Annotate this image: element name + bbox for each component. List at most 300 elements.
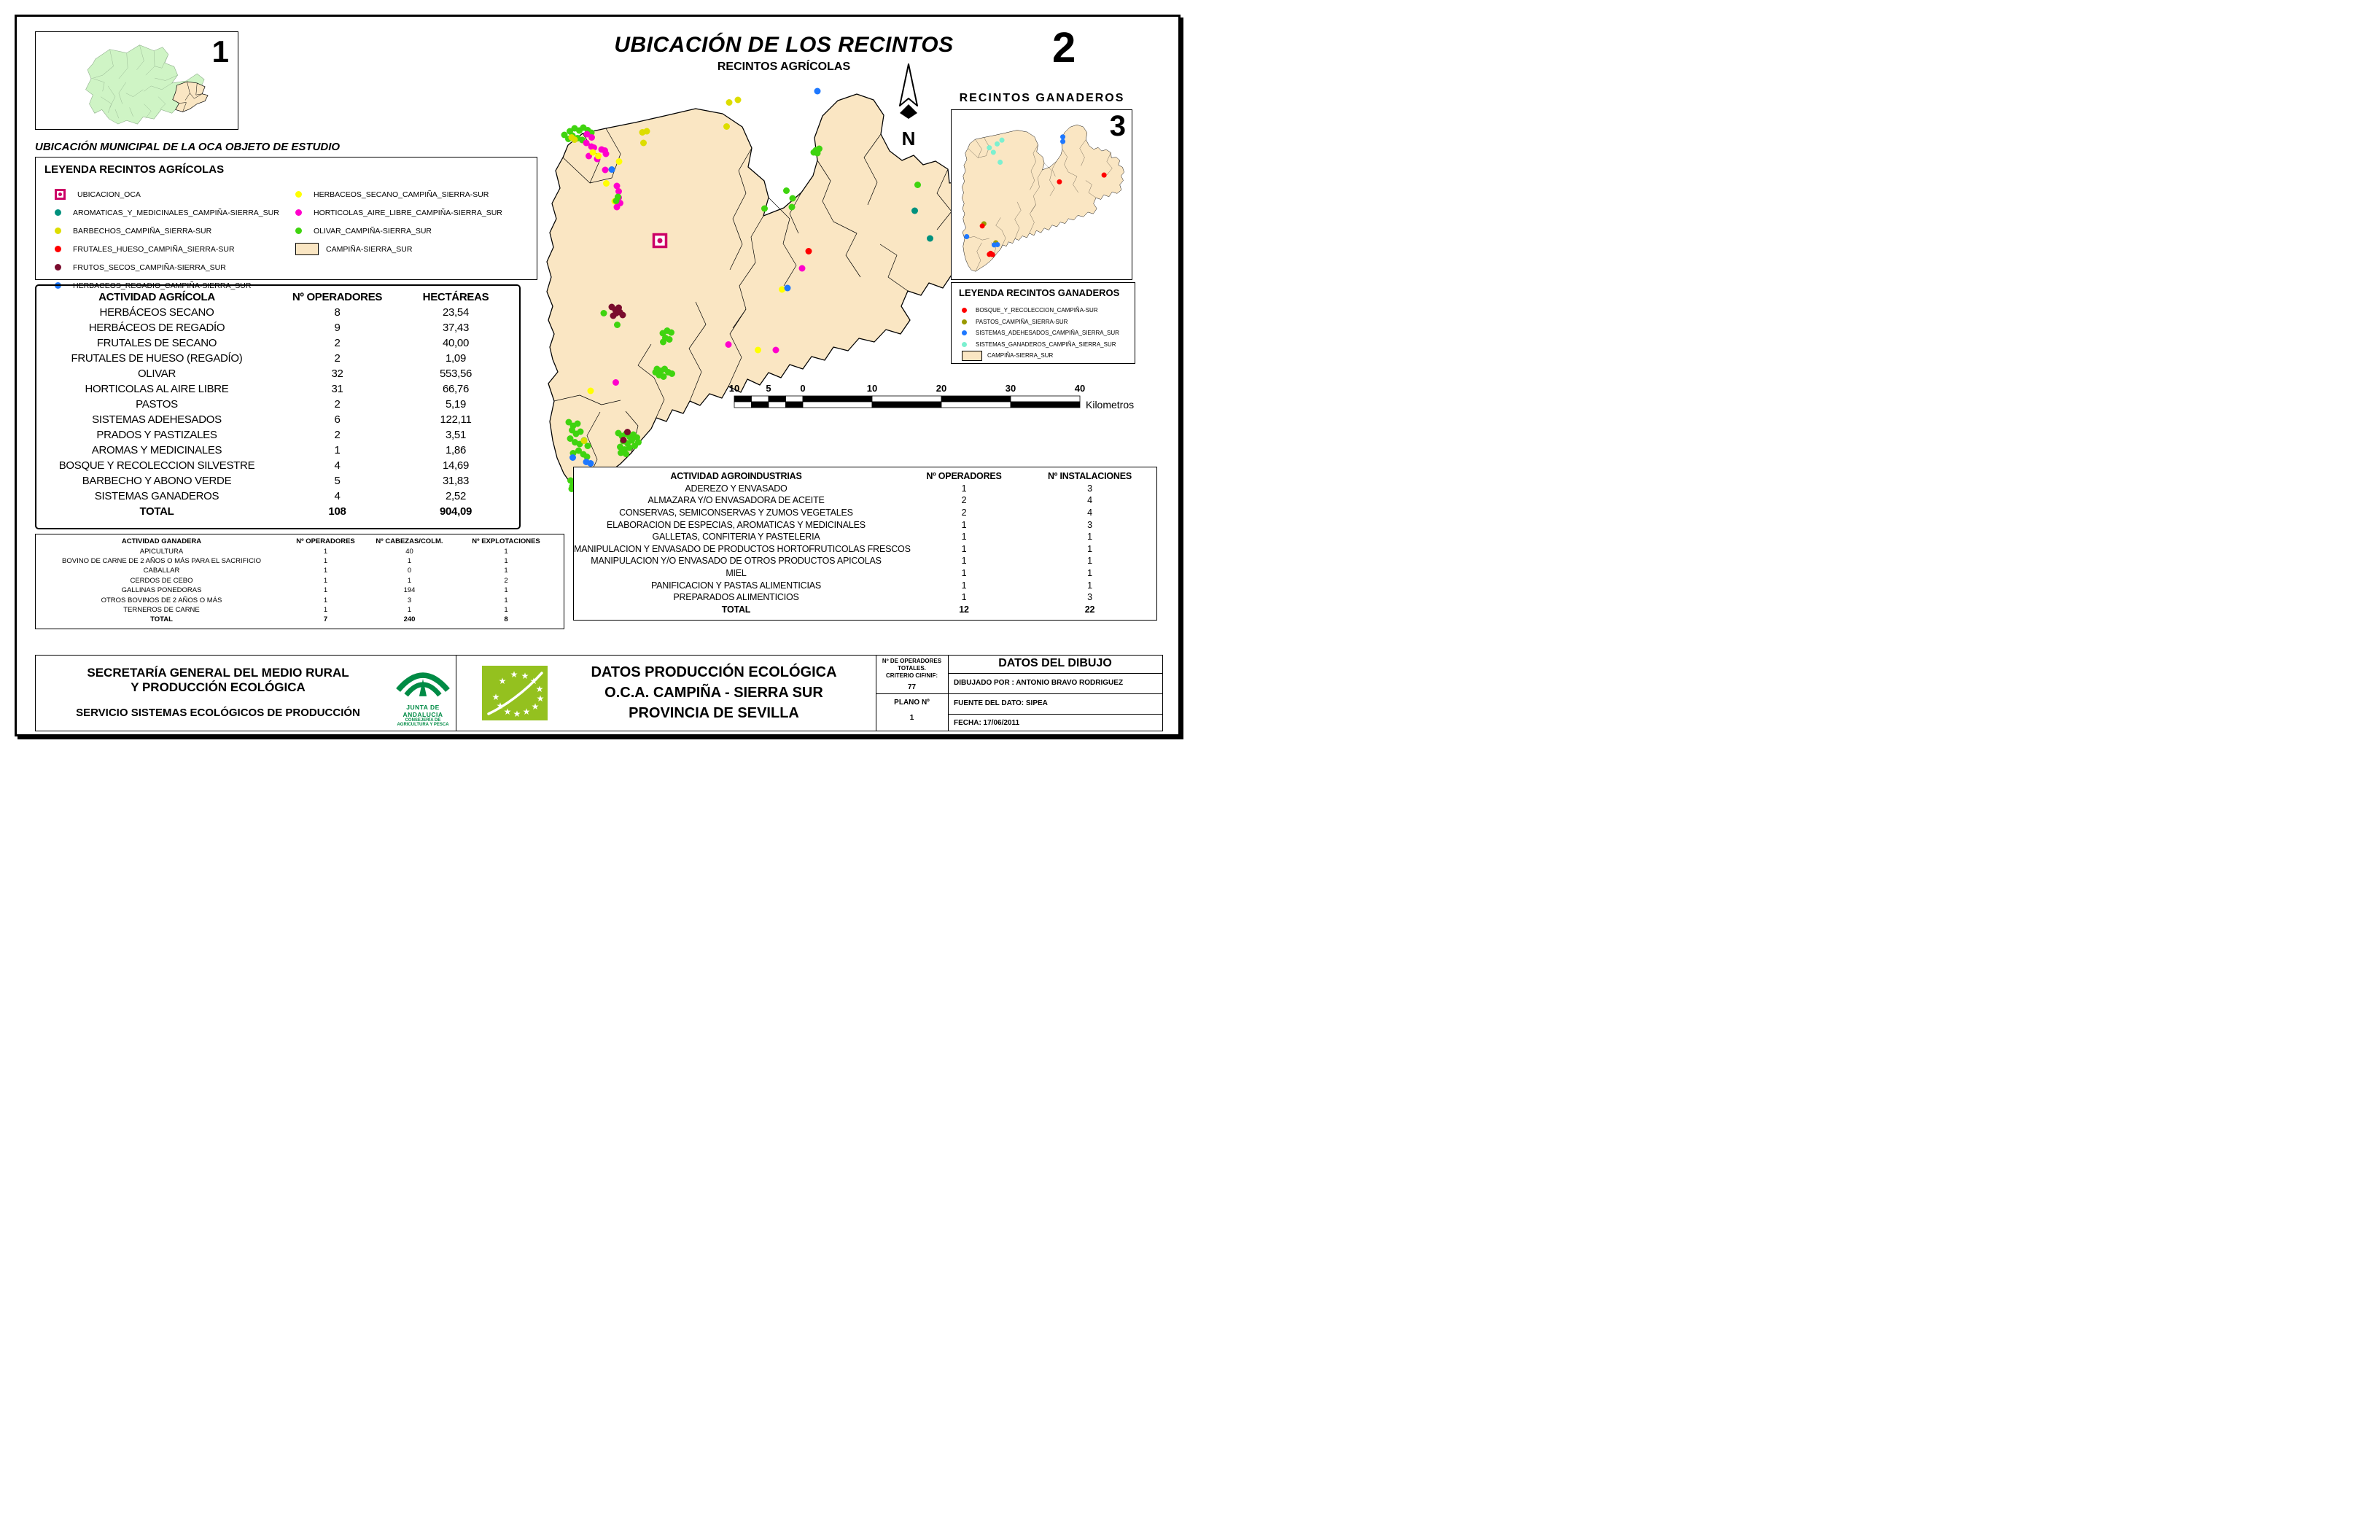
legend-item — [295, 240, 536, 258]
map-point — [761, 206, 768, 212]
map-point — [595, 153, 602, 160]
map-point — [790, 195, 796, 202]
table-cell: 5 — [334, 475, 341, 487]
table-cell: SISTEMAS ADEHESADOS — [92, 413, 222, 426]
map-point — [1057, 179, 1062, 184]
table-cell: 1 — [323, 596, 328, 604]
legend-item-label: BARBECHOS_CAMPIÑA_SIERRA-SUR — [73, 226, 212, 236]
table-cell: 240 — [403, 615, 416, 624]
junta-andalucia-logo — [392, 659, 454, 727]
table-row — [574, 543, 1156, 556]
table-row — [36, 335, 519, 351]
table-cell: Nº INSTALACIONES — [1047, 471, 1132, 482]
table-cell: 32 — [331, 368, 343, 380]
map-point — [616, 158, 623, 165]
legend-item-label: FRUTALES_HUESO_CAMPIÑA_SIERRA-SUR — [73, 244, 235, 254]
org-name-line2: Y PRODUCCIÓN ECOLÓGICA — [131, 680, 306, 694]
table-cell: 1 — [961, 556, 967, 567]
footer-title-line2: O.C.A. CAMPIÑA - SIERRA SUR — [604, 685, 823, 701]
table-cell: 1 — [961, 519, 967, 530]
legend-dot-icon — [55, 264, 61, 271]
drawing-date: FECHA: 17/06/2011 — [954, 719, 1020, 727]
legend-item — [962, 316, 1129, 328]
table-cell: 1 — [323, 567, 328, 575]
table-cell: 1 — [504, 596, 508, 604]
map-point — [773, 347, 779, 354]
table-cell: 1,09 — [446, 352, 466, 365]
footer-cartouche — [35, 655, 1163, 731]
svg-text:40: 40 — [1074, 383, 1086, 394]
legend-item-label: UBICACION_OCA — [77, 190, 141, 199]
table-cell: TERNEROS DE CARNE — [123, 605, 200, 614]
plate-number-2: 2 — [1052, 24, 1076, 71]
table-cell: Nº OPERADORES — [292, 291, 383, 303]
table-row — [574, 483, 1156, 495]
table-row — [574, 567, 1156, 580]
table-cell: FRUTALES DE HUESO (REGADÍO) — [71, 352, 243, 365]
table-cell: MIEL — [726, 568, 747, 579]
table-actividad-ganadera — [35, 534, 564, 629]
table-row — [36, 556, 564, 566]
table-cell: Nº OPERADORES — [926, 471, 1002, 482]
table-cell: 1 — [407, 605, 412, 614]
table-cell: 1,86 — [446, 444, 466, 456]
legend-item — [962, 339, 1129, 351]
legend-item-label: AROMATICAS_Y_MEDICINALES_CAMPIÑA-SIERRA_SUR — [73, 208, 279, 217]
svg-text:★: ★ — [503, 707, 512, 717]
table-row — [36, 366, 519, 381]
drawing-box-title: DATOS DEL DIBUJO — [998, 657, 1112, 669]
table-cell: 1 — [961, 592, 967, 603]
table-cell: 1 — [1087, 543, 1092, 554]
svg-text:10: 10 — [728, 383, 740, 394]
legend-item — [55, 185, 295, 203]
table-cell: 2 — [504, 576, 508, 585]
table-cell: TOTAL — [150, 615, 173, 624]
table-cell: 3 — [1087, 592, 1092, 603]
legend-item — [962, 350, 1129, 362]
junta-logo-text1: JUNTA DE ANDALUCIA — [402, 704, 443, 718]
oca-marker-icon — [55, 189, 66, 200]
junta-logo-text2: CONSEJERÍA DE AGRICULTURA Y PESCA — [397, 718, 449, 727]
table-row — [36, 305, 519, 320]
table-row — [36, 397, 519, 412]
svg-text:20: 20 — [936, 383, 947, 394]
table-cell: GALLETAS, CONFITERIA Y PASTELERIA — [652, 532, 820, 542]
svg-text:★: ★ — [496, 701, 505, 711]
legend-area-swatch — [295, 243, 319, 255]
legend-dot-icon — [295, 191, 302, 198]
table-cell: 22 — [1084, 604, 1095, 615]
map-point — [569, 454, 576, 461]
table-cell: APICULTURA — [139, 547, 184, 556]
legend-item-label: HERBACEOS_SECANO_CAMPIÑA_SIERRA-SUR — [314, 190, 489, 199]
map-point — [995, 141, 1000, 147]
table-cell: BARBECHO Y ABONO VERDE — [82, 475, 232, 487]
scale-bar — [728, 381, 1151, 415]
legend-dot-icon — [295, 228, 302, 234]
table-cell: TOTAL — [721, 604, 751, 615]
legend-item-label: HORTICOLAS_AIRE_LIBRE_CAMPIÑA-SIERRA_SUR — [314, 208, 502, 217]
table-cell: 2 — [334, 352, 341, 365]
map-point — [613, 198, 620, 204]
table-cell: 40 — [405, 547, 413, 556]
map-point — [799, 265, 806, 272]
map-point — [785, 285, 791, 292]
table-cell: HERBÁCEOS DE REGADÍO — [88, 322, 225, 334]
table-cell: PRADOS Y PASTIZALES — [96, 429, 217, 441]
table-cell: ACTIVIDAD AGROINDUSTRIAS — [670, 471, 802, 482]
table-row — [574, 579, 1156, 591]
map-point — [927, 236, 933, 242]
table-cell: 1 — [961, 568, 967, 579]
table-cell: 1 — [1087, 580, 1092, 591]
table-cell: 4 — [1087, 495, 1092, 506]
legend-dot-icon — [962, 342, 967, 347]
legend-item — [962, 305, 1129, 316]
legend-item — [55, 258, 295, 276]
table-row — [574, 507, 1156, 519]
svg-text:★: ★ — [510, 669, 518, 680]
map-point — [588, 134, 595, 141]
legend-item — [55, 203, 295, 222]
table-cell: 3,51 — [446, 429, 466, 441]
svg-text:★: ★ — [522, 707, 531, 717]
table-cell: 1 — [504, 586, 508, 595]
map-point — [561, 132, 568, 139]
legend-item-label: SISTEMAS_GANADEROS_CAMPIÑA_SIERRA_SUR — [976, 341, 1116, 348]
map-recintos-ganaderos — [955, 117, 1124, 273]
map-point — [609, 166, 615, 173]
inset-caption: UBICACIÓN MUNICIPAL DE LA OCA OBJETO DE ESTUDIO — [35, 141, 341, 153]
map-point — [1102, 173, 1107, 178]
plano-value: 1 — [909, 714, 914, 722]
map-point — [789, 204, 796, 211]
org-name-line1: SECRETARÍA GENERAL DEL MEDIO RURAL — [87, 666, 349, 680]
legend-area-swatch — [962, 351, 982, 361]
table-cell: CABALLAR — [143, 567, 180, 575]
map-point — [911, 208, 918, 214]
table-cell: ELABORACION DE ESPECIAS, AROMATICAS Y MEDICINALES — [607, 519, 866, 530]
legend-item — [295, 185, 536, 203]
legend-item — [962, 327, 1129, 339]
table-cell: 8 — [334, 306, 341, 319]
table-row — [574, 604, 1156, 616]
table-cell: 2 — [334, 429, 341, 441]
svg-text:★: ★ — [531, 701, 540, 712]
map-point — [601, 310, 607, 316]
oca-location-marker — [654, 235, 666, 247]
table-cell: 122,11 — [440, 413, 472, 426]
map-point — [612, 379, 619, 386]
svg-text:★: ★ — [536, 693, 545, 704]
table-row — [574, 531, 1156, 543]
operators-total-label1: Nº DE OPERADORES TOTALES. — [882, 658, 942, 672]
table-cell: 1 — [504, 605, 508, 614]
map-point — [1000, 138, 1005, 143]
table-cell: 1 — [323, 576, 328, 585]
table-cell: 5,19 — [446, 398, 466, 411]
inset-map-sevilla — [36, 32, 238, 129]
map-point — [988, 251, 993, 256]
table-row — [36, 537, 564, 546]
legend-item-label: FRUTOS_SECOS_CAMPIÑA-SIERRA_SUR — [73, 262, 226, 272]
table-row — [36, 473, 519, 489]
table-cell: 31,83 — [442, 475, 470, 487]
table-cell: PANIFICACION Y PASTAS ALIMENTICIAS — [650, 580, 822, 591]
map-point — [603, 151, 610, 158]
table-cell: 7 — [323, 615, 328, 624]
legend-agricolas-items — [55, 185, 536, 295]
table-cell: OTROS BOVINOS DE 2 AÑOS O MÁS — [101, 596, 222, 604]
legend-item — [295, 222, 536, 240]
svg-text:5: 5 — [766, 383, 771, 394]
map-point — [575, 421, 581, 427]
table-row — [36, 320, 519, 335]
legend-item-label: HERBACEOS_REGADIO_CAMPIÑA-SIERRA_SUR — [73, 281, 252, 290]
table-cell: 904,09 — [439, 505, 472, 518]
legend-ganaderos-title: LEYENDA RECINTOS GANADEROS — [959, 287, 1120, 298]
ganaderos-heading: RECINTOS GANADEROS — [959, 92, 1125, 104]
svg-text:0: 0 — [800, 383, 806, 394]
table-cell: 194 — [403, 586, 416, 595]
svg-text:★: ★ — [491, 692, 500, 702]
table-cell: 2 — [334, 398, 341, 411]
svg-text:★: ★ — [513, 709, 521, 719]
main-title: UBICACIÓN DE LOS RECINTOS — [614, 33, 954, 57]
map-point — [660, 339, 666, 346]
table-cell: CERDOS DE CEBO — [130, 576, 193, 585]
table-cell: 1 — [504, 547, 508, 556]
inset-highlight-oca-zone — [173, 82, 208, 112]
table-cell: BOSQUE Y RECOLECCION SILVESTRE — [58, 459, 255, 472]
table-cell: MANIPULACION Y ENVASADO DE PRODUCTOS HORTOFRUTICOLAS FRESCOS — [574, 543, 911, 554]
footer-title-line1: DATOS PRODUCCIÓN ECOLÓGICA — [591, 664, 837, 680]
map-point — [620, 312, 626, 319]
footer-title-line3: PROVINCIA DE SEVILLA — [629, 705, 799, 721]
map-recintos-agricolas — [529, 73, 984, 492]
table-row — [574, 470, 1156, 483]
table-row — [36, 443, 519, 458]
table-cell: 1 — [504, 567, 508, 575]
legend-item-label: CAMPIÑA-SIERRA_SUR — [987, 352, 1054, 359]
table-cell: 1 — [323, 556, 328, 565]
table-cell: Nº EXPLOTACIONES — [472, 537, 540, 546]
table-cell: Nº OPERADORES — [296, 537, 355, 546]
table-cell: 31 — [331, 383, 343, 395]
plate-number-3: 3 — [1109, 110, 1126, 142]
operators-total-label2: CRITERIO CIF/NIF: — [885, 672, 938, 679]
table-cell: FRUTALES DE SECANO — [96, 337, 217, 349]
table-row — [36, 595, 564, 604]
map-poster-page — [0, 0, 1190, 770]
table-cell: 23,54 — [442, 306, 470, 319]
map-point — [602, 167, 609, 174]
table-cell: 2,52 — [446, 490, 466, 502]
map-point — [572, 136, 578, 143]
map-point — [635, 439, 642, 446]
map-point — [991, 149, 996, 155]
table-cell: HECTÁREAS — [422, 291, 489, 303]
table-cell: 6 — [334, 413, 341, 426]
table-cell: 14,69 — [442, 459, 470, 472]
table-cell: 1 — [323, 547, 328, 556]
map-point — [995, 242, 1000, 247]
map-point — [640, 140, 647, 147]
table-cell: 1 — [1087, 556, 1092, 567]
svg-text:★: ★ — [529, 676, 538, 686]
legend-dot-icon — [55, 228, 61, 234]
map-point — [578, 429, 584, 435]
table-cell: 9 — [334, 322, 341, 334]
table-cell: 0 — [407, 567, 412, 575]
map-point — [614, 322, 621, 328]
legend-item-label: SISTEMAS_ADEHESADOS_CAMPIÑA_SIERRA_SUR — [976, 330, 1119, 337]
legend-item-label: OLIVAR_CAMPIÑA-SIERRA_SUR — [314, 226, 432, 236]
table-cell: 8 — [504, 615, 508, 624]
legend-item-label: CAMPIÑA-SIERRA_SUR — [326, 244, 413, 254]
table-cell: ALMAZARA Y/O ENVASADORA DE ACEITE — [648, 495, 825, 506]
operators-total-value: 77 — [907, 683, 917, 691]
legend-item — [295, 203, 536, 222]
data-source: FUENTE DEL DATO: SIPEA — [954, 699, 1048, 707]
table-cell: 3 — [407, 596, 412, 604]
legend-item — [55, 222, 295, 240]
map-point — [644, 128, 650, 135]
map-point — [581, 438, 588, 444]
map-point — [814, 150, 821, 157]
map-point — [668, 330, 674, 336]
table-cell: 2 — [961, 495, 967, 506]
table-cell: 1 — [407, 556, 412, 565]
map-point — [610, 313, 617, 319]
table-row — [36, 489, 519, 504]
table-row — [574, 555, 1156, 567]
plano-label: PLANO Nº — [894, 699, 930, 707]
table-cell: 4 — [334, 490, 341, 502]
legend-item — [55, 240, 295, 258]
map-point — [623, 451, 629, 457]
table-cell: OLIVAR — [137, 368, 176, 380]
ddt-line-3 — [948, 714, 1162, 715]
table-cell: PREPARADOS ALIMENTICIOS — [673, 592, 799, 603]
main-subtitle: RECINTOS AGRÍCOLAS — [717, 61, 851, 73]
table-cell: 1 — [323, 586, 328, 595]
table-cell: Nº CABEZAS/COLM. — [376, 537, 443, 546]
map-point — [806, 248, 812, 254]
table-cell: CONSERVAS, SEMICONSERVAS Y ZUMOS VEGETALES — [619, 508, 853, 518]
legend-agricolas-box — [35, 157, 537, 290]
table-row — [36, 427, 519, 443]
table-actividad-agroindustrias — [573, 467, 1157, 621]
table-cell: HERBÁCEOS SECANO — [99, 306, 214, 319]
table-cell: 1 — [323, 605, 328, 614]
north-label: N — [901, 128, 916, 149]
table-cell: 1 — [961, 580, 967, 591]
map-point — [964, 234, 969, 239]
map-point — [980, 223, 985, 228]
table-row — [574, 591, 1156, 604]
table-cell: 2 — [334, 337, 341, 349]
map-point — [603, 180, 610, 187]
table-cell: 12 — [959, 604, 969, 615]
legend-dot-icon — [962, 330, 967, 335]
legend-agricolas-title: LEYENDA RECINTOS AGRÍCOLAS — [44, 163, 225, 176]
table-cell: ACTIVIDAD AGRÍCOLA — [98, 291, 215, 303]
table-row — [574, 494, 1156, 507]
table-cell: 1 — [961, 483, 967, 494]
table-cell: 2 — [961, 508, 967, 518]
ops-cell-divider — [876, 693, 948, 694]
scale-unit-label: Kilometros — [1086, 399, 1135, 411]
map-point — [590, 149, 596, 156]
table-cell: 1 — [961, 532, 967, 542]
table-row — [36, 458, 519, 473]
table-actividad-agricola — [35, 284, 521, 529]
map-point — [726, 99, 733, 106]
table-row — [36, 586, 564, 595]
legend-item-label: PASTOS_CAMPIÑA_SIERRA-SUR — [976, 318, 1068, 325]
table-cell: SISTEMAS GANADEROS — [94, 490, 219, 502]
map-point — [669, 370, 675, 377]
legend-dot-icon — [295, 209, 302, 216]
map-point — [783, 187, 790, 194]
table-cell: 37,43 — [442, 322, 470, 334]
table-cell: 1 — [407, 576, 412, 585]
map-point — [735, 97, 742, 104]
legend-ganaderos-box — [951, 282, 1135, 364]
table-cell: 3 — [1087, 483, 1092, 494]
table-cell: MANIPULACION Y/O ENVASADO DE OTROS PRODUCTOS APICOLAS — [591, 556, 882, 567]
svg-text:10: 10 — [866, 383, 878, 394]
table-cell: ADEREZO Y ENVASADO — [685, 483, 788, 494]
legend-item-label: BOSQUE_Y_RECOLECCION_CAMPIÑA-SUR — [976, 307, 1098, 314]
map-point — [987, 145, 992, 150]
table-row — [36, 412, 519, 427]
map-point — [614, 204, 621, 211]
ddt-line-2 — [948, 693, 1162, 694]
map-point — [1060, 139, 1065, 144]
map-point — [755, 347, 761, 354]
table-cell: 1 — [504, 556, 508, 565]
map-point — [726, 341, 732, 348]
table-row — [36, 546, 564, 556]
table-cell: ACTIVIDAD GANADERA — [121, 537, 202, 546]
table-cell: 4 — [1087, 508, 1092, 518]
svg-text:30: 30 — [1005, 383, 1016, 394]
table-cell: 1 — [1087, 532, 1092, 542]
inset-map-box — [35, 31, 238, 130]
table-row — [36, 504, 519, 519]
table-cell: PASTOS — [136, 398, 178, 411]
drawn-by: DIBUJADO POR : ANTONIO BRAVO RODRIGUEZ — [954, 679, 1124, 687]
legend-dot-icon — [55, 246, 61, 252]
table-cell: TOTAL — [139, 505, 174, 518]
map-point — [621, 437, 627, 443]
legend-dot-icon — [962, 308, 967, 313]
table-cell: 1 — [1087, 568, 1092, 579]
table-cell: 40,00 — [442, 337, 470, 349]
table-row — [36, 381, 519, 397]
eu-organic-leaf-logo — [482, 666, 548, 720]
table-row — [36, 351, 519, 366]
map-point — [653, 369, 659, 376]
map-point — [624, 429, 631, 435]
ganaderos-map-box — [951, 109, 1132, 280]
table-cell: 66,76 — [442, 383, 470, 395]
table-cell: 1 — [334, 444, 341, 456]
org-service-line: SERVICIO SISTEMAS ECOLÓGICOS DE PRODUCCIÓN — [76, 707, 360, 719]
